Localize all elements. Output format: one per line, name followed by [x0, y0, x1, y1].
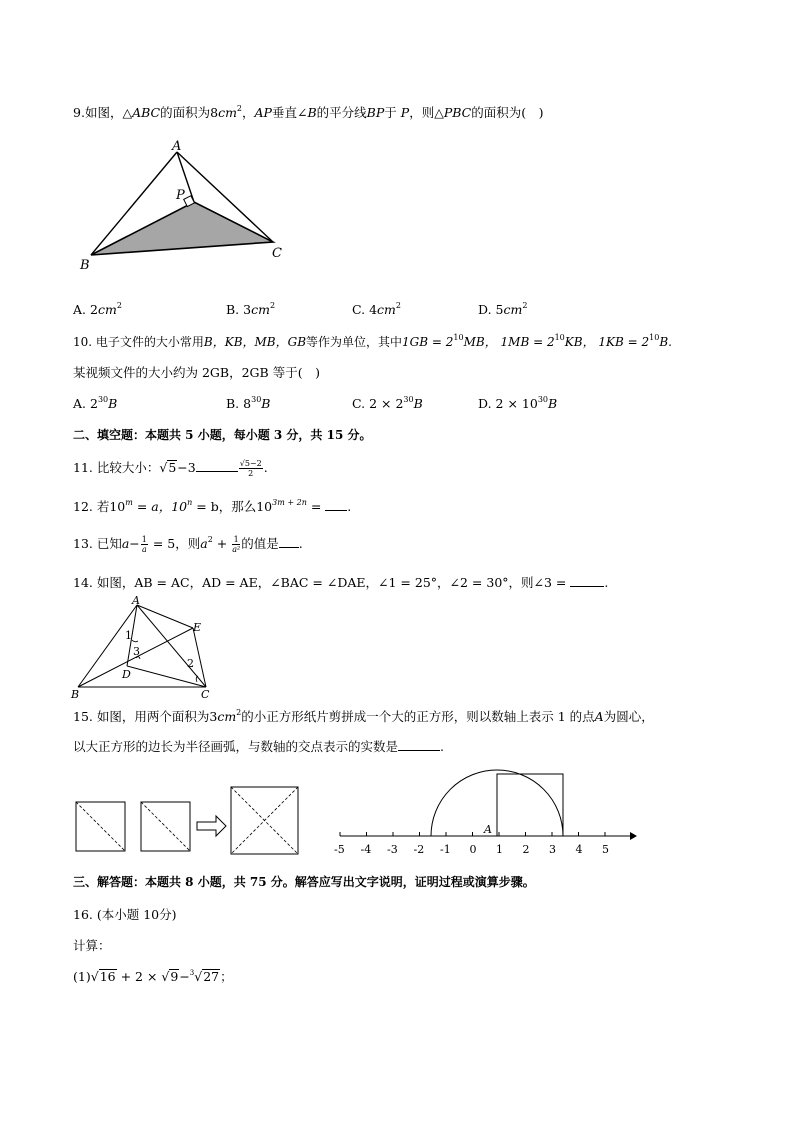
q16-title: 16. (本小题 10分) [73, 907, 177, 922]
label-a: A [172, 139, 182, 154]
big-square [497, 774, 563, 836]
q10-option-a[interactable]: A. $2^{30}B$ [73, 395, 118, 411]
q9-option-d[interactable]: D. $5cm^2$ [478, 301, 528, 317]
q9-option-c[interactable]: C. $4cm^2$ [352, 301, 401, 317]
arrow-icon [197, 816, 226, 836]
label-b: B [80, 258, 90, 273]
q11-answer-blank[interactable] [196, 459, 238, 472]
q15-number-line-figure [330, 766, 640, 860]
q9-stem: 9.如图，△ABC的面积为$8cm^2$，AP垂直∠B的平分线BP于 P，则△PBC的面积为( ) [73, 104, 544, 120]
q10-option-c[interactable]: C. $2 \times 2^{30}B$ [352, 395, 423, 411]
q13-answer-blank[interactable] [279, 535, 299, 548]
q10-option-b[interactable]: B. $8^{30}B$ [226, 395, 271, 411]
label-e: E [193, 621, 202, 634]
q14-answer-blank[interactable] [570, 574, 604, 587]
angle-2-label: 2 [187, 657, 194, 670]
axis-tick-label: 0 [469, 843, 477, 856]
label-d: D [122, 668, 131, 681]
label-c: C [272, 246, 282, 261]
axis-tick-label: -4 [360, 843, 372, 856]
q10-stem-line1: 10. 电子文件的大小常用B，KB，MB，GB等作为单位，其中$1GB = 2^{10}MB$， $1MB = 2^{10}KB$， $1KB = 2^{10}B$. [73, 333, 672, 349]
shaded-triangle-pbc [91, 202, 273, 255]
q10-option-d[interactable]: D. $2 \times 10^{30}B$ [478, 395, 558, 411]
q15-stem-line1: 15. 如图，用两个面积为$3cm^2$的小正方形纸片剪拼成一个大的正方形，则以数轴上表示 1 的点A为圆心， [73, 708, 654, 724]
axis-tick-label: -5 [334, 843, 345, 856]
section-3-heading: 三、解答题：本题共 8 小题，共 75 分。解答应写出文字说明，证明过程或演算步骤。 [73, 875, 535, 889]
axis-arrow-icon [630, 832, 637, 840]
q16-part1: (1)√16 + 2 × √9−$^3$√27； [73, 969, 233, 984]
q10-stem-line2: 某视频文件的大小约为 2GB，2GB 等于( ) [73, 365, 320, 380]
axis-tick-label: 3 [549, 843, 556, 856]
axis-tick-label: 1 [496, 843, 503, 856]
label-b: B [71, 688, 80, 700]
label-p: P [176, 188, 185, 203]
q9-option-a[interactable]: A. $2cm^2$ [73, 301, 122, 317]
q15-stem-line2: 以大正方形的边长为半径画弧，与数轴的交点表示的实数是 . [73, 739, 444, 754]
angle-3-label: 3 [133, 645, 140, 658]
q16-instruction: 计算： [73, 938, 111, 953]
axis-tick-label: 5 [602, 843, 609, 856]
q15-answer-blank[interactable] [398, 738, 440, 751]
section-2-heading: 二、填空题：本题共 5 小题，每小题 3 分，共 15 分。 [73, 428, 372, 442]
point-a-label: A [484, 823, 492, 836]
angle-1-label: 1 [125, 629, 132, 642]
axis-tick-label: -1 [440, 843, 451, 856]
q14-triangle-figure [70, 594, 220, 700]
q9-option-b[interactable]: B. $3cm^2$ [226, 301, 276, 317]
q9-triangle-figure [76, 138, 296, 273]
q15-squares-figure [74, 782, 304, 858]
q14-stem: 14. 如图，AB = AC，AD = AE，∠BAC = ∠DAE，∠1 = 25°，∠2 = 30°，则∠3 = . [73, 575, 609, 590]
axis-tick-label: 2 [522, 843, 530, 856]
q12-stem: 12. 若$10^m = a$，$10^n = b$，那么$10^{3m + 2n}$ = . [73, 498, 352, 514]
axis-tick-label: 4 [575, 843, 583, 856]
q12-answer-blank[interactable] [325, 498, 347, 511]
q11-stem: 11. 比较大小：√5−3 $\frac{√5-2}{2}$ . [73, 459, 268, 478]
axis-tick-label: -2 [413, 843, 425, 856]
label-c: C [201, 688, 210, 700]
q13-stem: 13. 已知a− $\frac{1}{a}$ = 5，则$a^2$ + $\frac{1}{\text{a²}}$ 的值是 . [73, 535, 303, 554]
label-a: A [132, 594, 140, 607]
axis-tick-label: -3 [387, 843, 398, 856]
